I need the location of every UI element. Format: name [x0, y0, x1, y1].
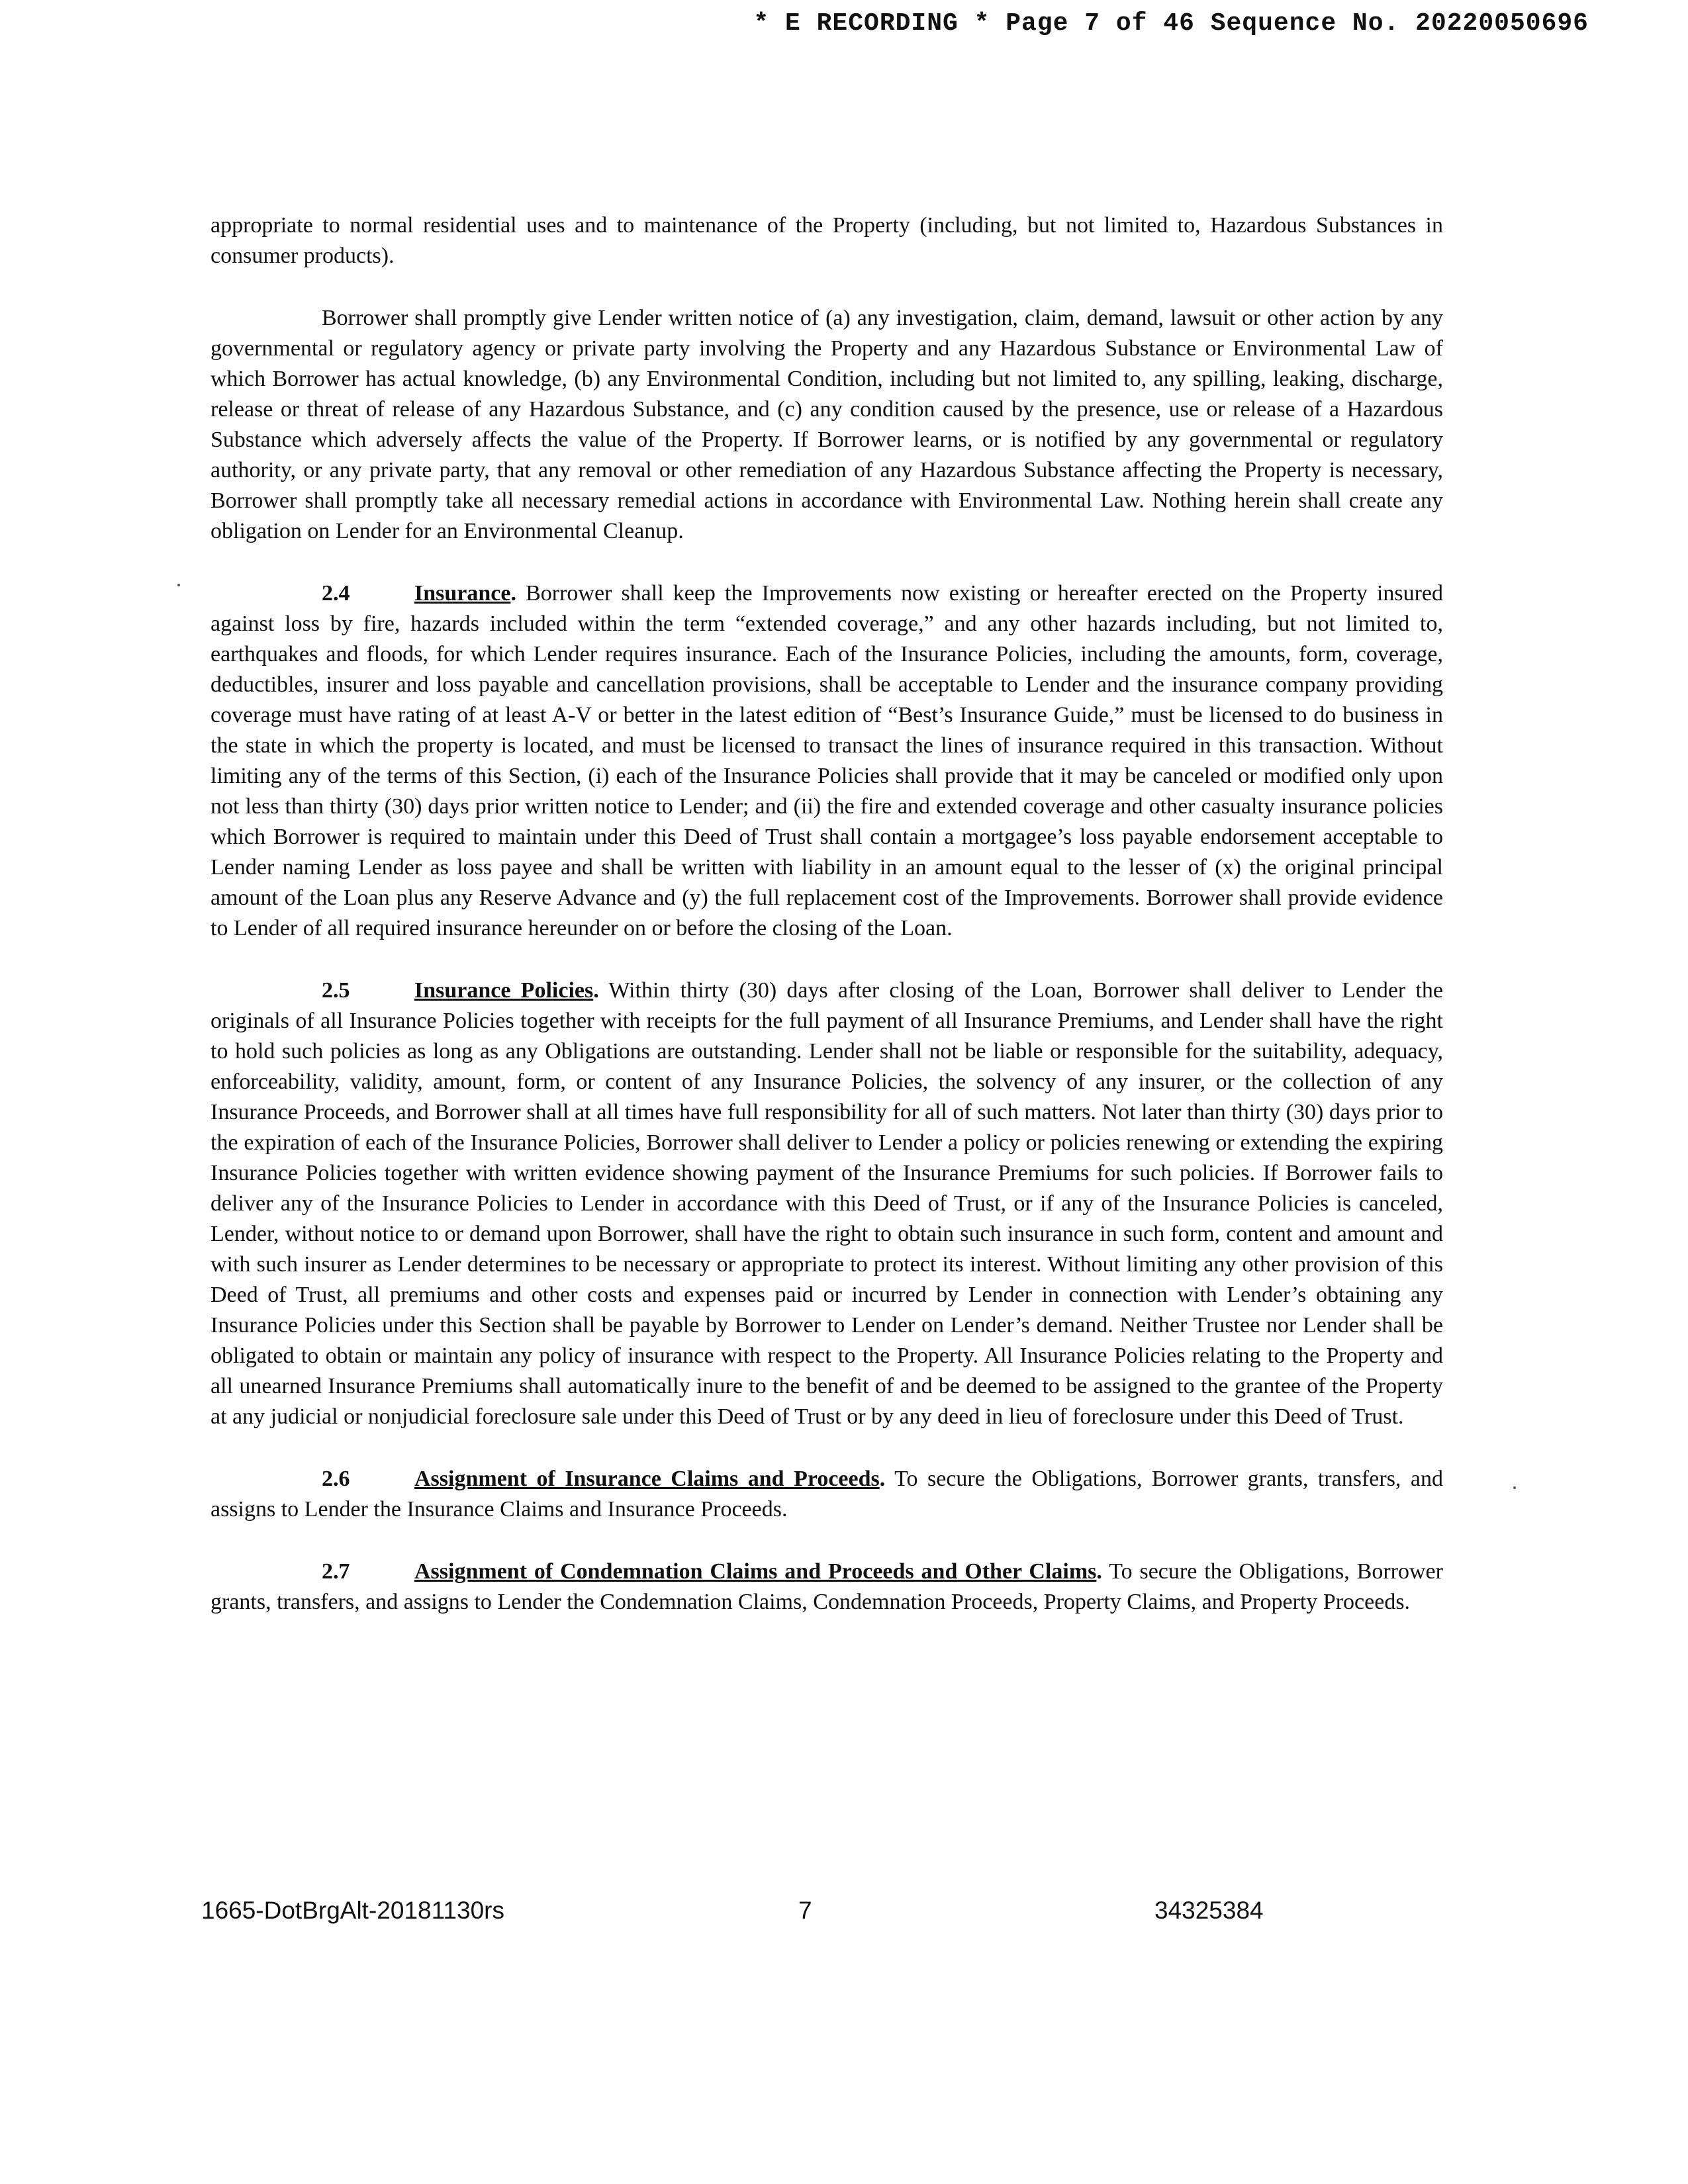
page-number: 7 [798, 1897, 812, 1924]
section-title: Insurance Policies [414, 978, 594, 1003]
section-2-7: 2.7 Assignment of Condemnation Claims and Proceeds and Other Claims. To secure the Obligations, Borrower grants, transfers, and assigns to Lender the Condemnation Claims, Condemnation Proceeds, Property Claims, and Property Proceeds. [211, 1557, 1443, 1617]
section-text: To secure the Obligations, Borrower grants, transfers, and assigns to Lender the Insurance Claims and Insurance Proceeds. [211, 1467, 1444, 1522]
section-number: 2.6 [322, 1467, 350, 1491]
scan-speck [1513, 1486, 1516, 1489]
section-title: Assignment of Condemnation Claims and Proceeds and Other Claims [414, 1559, 1097, 1584]
section-2-6: 2.6 Assignment of Insurance Claims and Proceeds. To secure the Obligations, Borrower grants, transfers, and assigns to Lender the Insurance Claims and Insurance Proceeds. [211, 1464, 1443, 1525]
section-2-4: 2.4 Insurance. Borrower shall keep the Improvements now existing or hereafter erected on the Property insured against loss by fire, hazards included within the term “extended coverage,” and any other hazards including, but not limited to, earthquakes and floods, for which Lender requires insurance. Each of the Insurance Policies, including the amounts, form, coverage, deductibles, insurer and loss payable and cancellation provisions, shall be acceptable to Lender and the insurance company providing coverage must have rating of at least A-V or better in the latest edition of “Best’s Insurance Guide,” must be licensed to do business in the state in which the property is located, and must be licensed to transact the lines of insurance required in this transaction. Without limiting any of the terms of this Section, (i) each of the Insurance Policies shall provide that it may be canceled or modified only upon not less than thirty (30) days prior written notice to Lender; and (ii) the fire and extended coverage and other casualty insurance policies which Borrower is required to maintain under this Deed of Trust shall contain a mortgagee’s loss payable endorsement acceptable to Lender naming Lender as loss payee and shall be written with liability in an amount equal to the lesser of (x) the original principal amount of the Loan plus any Reserve Advance and (y) the full replacement cost of the Improvements. Borrower shall provide evidence to Lender of all required insurance hereunder on or before the closing of the Loan. [211, 578, 1443, 944]
loan-number: 34325384 [1154, 1897, 1264, 1924]
section-number: 2.5 [322, 978, 350, 1003]
page-footer [201, 1897, 1287, 1930]
section-number: 2.7 [322, 1559, 350, 1584]
section-text: Within thirty (30) days after closing of the Loan, Borrower shall deliver to Lender the originals of all Insurance Policies together with receipts for the full payment of all Insurance Premiums, and Lender shall have the right to hold such policies as long as any Obligations are outstanding. Lender shall not be liable or responsible for the suitability, adequacy, enforceability, validity, amount, form, or content of any Insurance Policies, the solvency of any insurer, or the collection of any Insurance Proceeds, and Borrower shall at all times have full responsibility for all of such matters. Not later than thirty (30) days prior to the expiration of each of the Insurance Policies, Borrower shall deliver to Lender a policy or policies renewing or extending the expiring Insurance Policies together with written evidence showing payment of the Insurance Premiums for such policies. If Borrower fails to deliver any of the Insurance Policies to Lender in accordance with this Deed of Trust, or if any of the Insurance Policies is canceled, Lender, without notice to or demand upon Borrower, shall have the right to obtain such insurance in such form, content and amount and with such insurer as Lender determines to be necessary or appropriate to protect its interest. Without limiting any other provision of this Deed of Trust, all premiums and other costs and expenses paid or incurred by Lender in connection with Lender’s obtaining any Insurance Policies under this Section shall be payable by Borrower to Lender on Lender’s demand. Neither Trustee nor Lender shall be obligated to obtain or maintain any policy of insurance with respect to the Property. All Insurance Policies relating to the Property and all unearned Insurance Premiums shall automatically inure to the benefit of and be deemed to be assigned to the grantee of the Property at any judicial or nonjudicial foreclosure sale under this Deed of Trust or by any deed in lieu of foreclosure under this Deed of Trust. [211, 978, 1444, 1429]
section-title: Insurance [414, 581, 511, 606]
scan-speck [177, 584, 180, 586]
section-2-5: 2.5 Insurance Policies. Within thirty (30) days after closing of the Loan, Borrower shall deliver to Lender the originals of all Insurance Policies together with receipts for the full payment of all Insurance Premiums, and Lender shall have the right to hold such policies as long as any Obligations are outstanding. Lender shall not be liable or responsible for the suitability, adequacy, enforceability, validity, amount, form, or content of any Insurance Policies, the solvency of any insurer, or the collection of any Insurance Proceeds, and Borrower shall at all times have full responsibility for all of such matters. Not later than thirty (30) days prior to the expiration of each of the Insurance Policies, Borrower shall deliver to Lender a policy or policies renewing or extending the expiring Insurance Policies together with written evidence showing payment of the Insurance Premiums for such policies. If Borrower fails to deliver any of the Insurance Policies to Lender in accordance with this Deed of Trust, or if any of the Insurance Policies is canceled, Lender, without notice to or demand upon Borrower, shall have the right to obtain such insurance in such form, content and amount and with such insurer as Lender determines to be necessary or appropriate to protect its interest. Without limiting any other provision of this Deed of Trust, all premiums and other costs and expenses paid or incurred by Lender in connection with Lender’s obtaining any Insurance Policies under this Section shall be payable by Borrower to Lender on Lender’s demand. Neither Trustee nor Lender shall be obligated to obtain or maintain any policy of insurance with respect to the Property. All Insurance Policies relating to the Property and all unearned Insurance Premiums shall automatically inure to the benefit of and be deemed to be assigned to the grantee of the Property at any judicial or nonjudicial foreclosure sale under this Deed of Trust or by any deed in lieu of foreclosure under this Deed of Trust. [211, 976, 1443, 1432]
notice-paragraph: Borrower shall promptly give Lender written notice of (a) any investigation, claim, demand, lawsuit or other action by any governmental or regulatory agency or private party involving the Property and any Hazardous Substance or Environmental Law of which Borrower has actual knowledge, (b) any Environmental Condition, including but not limited to, any spilling, leaking, discharge, release or threat of release of any Hazardous Substance, and (c) any condition caused by the presence, use or release of a Hazardous Substance which adversely affects the value of the Property. If Borrower learns, or is notified by any governmental or regulatory authority, or any private party, that any removal or other remediation of any Hazardous Substance affecting the Property is necessary, Borrower shall promptly take all necessary remedial actions in accordance with Environmental Law. Nothing herein shall create any obligation on Lender for an Environmental Cleanup. [211, 306, 1443, 543]
document-body [211, 210, 1443, 1649]
section-number: 2.4 [322, 581, 350, 606]
form-code: 1665-DotBrgAlt-20181130rs [201, 1897, 504, 1924]
recording-stamp: * E RECORDING * Page 7 of 46 Sequence No. 20220050696 [753, 9, 1589, 38]
section-text: To secure the Obligations, Borrower grants, transfers, and assigns to Lender the Condemnation Claims, Condemnation Proceeds, Property Claims, and Property Proceeds. [211, 1559, 1443, 1614]
section-text: Borrower shall keep the Improvements now existing or hereafter erected on the Property insured against loss by fire, hazards included within the term “extended coverage,” and any other hazards including, but not limited to, earthquakes and floods, for which Lender requires insurance. Each of the Insurance Policies, including the amounts, form, coverage, deductibles, insurer and loss payable and cancellation provisions, shall be acceptable to Lender and the insurance company providing coverage must have rating of at least A-V or better in the latest edition of “Best’s Insurance Guide,” must be licensed to do business in the state in which the property is located, and must be licensed to transact the lines of insurance required in this transaction. Without limiting any of the terms of this Section, (i) each of the Insurance Policies shall provide that it may be canceled or modified only upon not less than thirty (30) days prior written notice to Lender; and (ii) the fire and extended coverage and other casualty insurance policies which Borrower is required to maintain under this Deed of Trust shall contain a mortgagee’s loss payable endorsement acceptable to Lender naming Lender as loss payee and shall be written with liability in an amount equal to the lesser of (x) the original principal amount of the Loan plus any Reserve Advance and (y) the full replacement cost of the Improvements. Borrower shall provide evidence to Lender of all required insurance hereunder on or before the closing of the Loan. [211, 581, 1443, 940]
section-title: Assignment of Insurance Claims and Proceeds [414, 1467, 880, 1491]
continuation-paragraph: appropriate to normal residential uses and to maintenance of the Property (including, but not limited to, Hazardous Substances in consumer products). [211, 213, 1443, 268]
